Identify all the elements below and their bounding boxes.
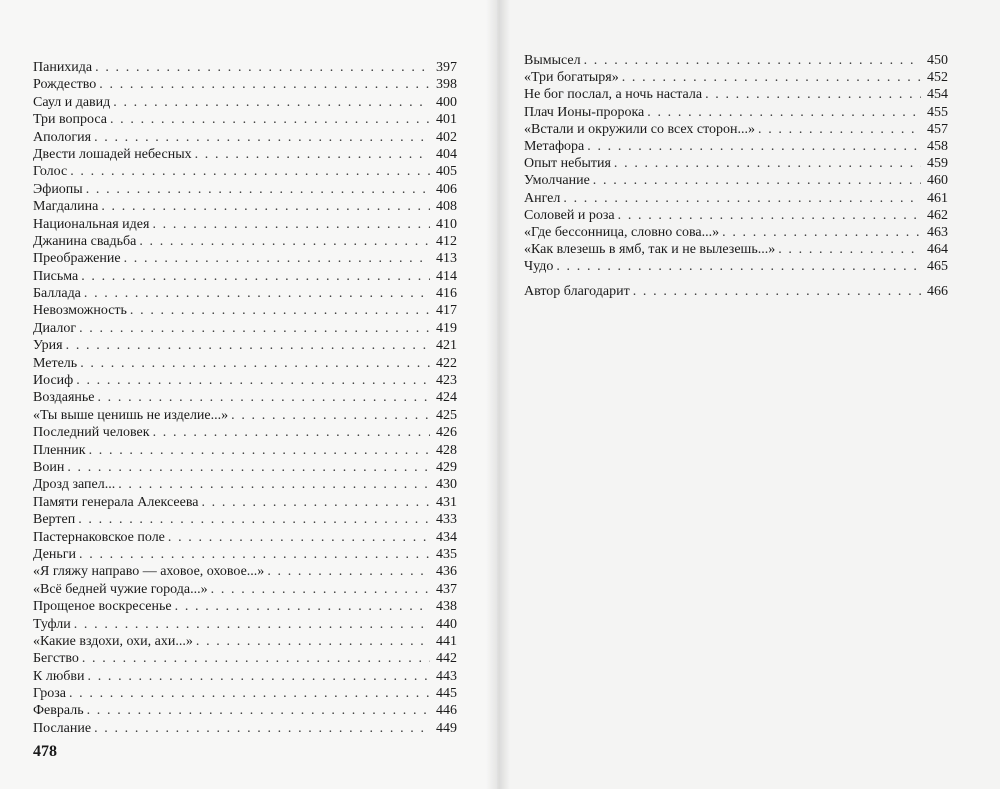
dot-leader [153, 424, 430, 441]
dot-leader [587, 138, 921, 155]
toc-entry-page: 410 [436, 216, 457, 232]
toc-entry-title: Метель [33, 355, 78, 371]
toc-entry [33, 302, 457, 319]
toc-entry-page: 464 [927, 242, 948, 258]
toc-entry-page: 465 [927, 259, 948, 275]
toc-entry-page: 417 [436, 303, 457, 319]
toc-entry [524, 283, 948, 300]
toc-entry [33, 529, 457, 546]
toc-entry-page: 450 [927, 53, 948, 68]
toc-entry [33, 598, 457, 615]
dot-leader [195, 146, 430, 163]
dot-leader [614, 155, 921, 172]
toc-entry [524, 241, 948, 258]
dot-leader [231, 407, 430, 424]
dot-leader [70, 163, 430, 180]
toc-entry-title: Ангел [524, 190, 561, 206]
toc-entry [33, 250, 457, 267]
dot-leader [94, 720, 430, 737]
dot-leader [78, 511, 430, 528]
dot-leader [563, 190, 921, 207]
toc-entry [33, 198, 457, 215]
toc-entry [33, 233, 457, 250]
toc-entry [33, 407, 457, 424]
toc-entry-page: 452 [927, 70, 948, 86]
dot-leader [94, 129, 430, 146]
toc-entry [33, 581, 457, 598]
toc-entry [524, 207, 948, 224]
toc-list-right [524, 52, 948, 301]
toc-entry-page: 459 [927, 156, 948, 172]
toc-entry-title: Двести лошадей небесных [33, 146, 192, 162]
toc-entry-page: 430 [436, 477, 457, 493]
toc-entry-page: 405 [436, 164, 457, 180]
toc-entry-page: 397 [436, 60, 457, 75]
dot-leader [152, 216, 430, 233]
dot-leader [110, 111, 430, 128]
dot-leader [89, 442, 430, 459]
toc-entry [524, 224, 948, 241]
toc-entry-title: Преображение [33, 251, 121, 267]
toc-entry-title: Плач Ионы-пророка [524, 104, 645, 120]
dot-leader [124, 250, 430, 267]
dot-leader [84, 285, 430, 302]
dot-leader [99, 76, 430, 93]
toc-entry [524, 104, 948, 121]
toc-entry-title: Умолчание [524, 173, 590, 189]
toc-entry [33, 650, 457, 667]
dot-leader [593, 172, 921, 189]
toc-entry [524, 138, 948, 155]
toc-entry [33, 355, 457, 372]
dot-leader [196, 633, 430, 650]
dot-leader [76, 372, 430, 389]
toc-entry [33, 702, 457, 719]
toc-entry-title: Бегство [33, 651, 79, 667]
toc-entry [33, 337, 457, 354]
dot-leader [130, 302, 430, 319]
toc-entry-page: 449 [436, 720, 457, 736]
toc-entry [524, 52, 948, 69]
toc-entry [33, 285, 457, 302]
toc-list-left [33, 59, 457, 737]
dot-leader [97, 389, 430, 406]
toc-entry [33, 94, 457, 111]
toc-entry [524, 172, 948, 189]
dot-leader [79, 546, 430, 563]
toc-entry-page: 400 [436, 94, 457, 110]
toc-entry-title: «Как влезешь в ямб, так и не вылезешь...» [524, 242, 776, 258]
toc-entry-title: Последний человек [33, 425, 150, 441]
toc-entry-page: 404 [436, 146, 457, 162]
dot-leader [633, 283, 921, 300]
toc-entry-page: 466 [927, 284, 948, 300]
dot-leader [267, 563, 430, 580]
toc-entry-page: 416 [436, 286, 457, 302]
dot-leader [211, 581, 430, 598]
toc-entry [524, 86, 948, 103]
toc-entry-title: Опыт небытия [524, 156, 611, 172]
toc-entry [524, 190, 948, 207]
toc-entry-page: 414 [436, 268, 457, 284]
toc-entry-title: «Ты выше ценишь не изделие...» [33, 407, 229, 423]
dot-leader [556, 258, 921, 275]
toc-entry [33, 111, 457, 128]
toc-entry-page: 401 [436, 112, 457, 128]
toc-entry-page: 413 [436, 251, 457, 267]
toc-entry-title: «Я гляжу направо — аховое, оховое...» [33, 564, 265, 580]
toc-entry [33, 216, 457, 233]
toc-entry-title: Соловей и роза [524, 207, 615, 223]
toc-entry [33, 372, 457, 389]
toc-entry [33, 181, 457, 198]
toc-entry-title: Пастернаковское поле [33, 529, 165, 545]
toc-entry [33, 476, 457, 493]
toc-entry-page: 440 [436, 616, 457, 632]
toc-entry-page: 461 [927, 190, 948, 206]
toc-entry-title: Панихида [33, 60, 93, 75]
toc-entry [33, 616, 457, 633]
toc-entry-title: «Встали и окружили со всех сторон...» [524, 121, 756, 137]
dot-leader [647, 104, 921, 121]
toc-entry-title: Иосиф [33, 373, 74, 389]
toc-entry [33, 129, 457, 146]
toc-entry [33, 424, 457, 441]
toc-entry [33, 163, 457, 180]
toc-entry-page: 422 [436, 355, 457, 371]
toc-entry-page: 425 [436, 407, 457, 423]
toc-entry-page: 434 [436, 529, 457, 545]
toc-entry-title: Чудо [524, 259, 554, 275]
dot-leader [88, 668, 430, 685]
toc-entry-page: 408 [436, 199, 457, 215]
dot-leader [80, 355, 430, 372]
toc-entry-title: Рождество [33, 77, 97, 93]
toc-entry-title: «Где бессонница, словно сова...» [524, 224, 720, 240]
toc-entry-page: 402 [436, 129, 457, 145]
toc-entry-title: Саул и давид [33, 94, 111, 110]
dot-leader [584, 52, 921, 69]
toc-entry [33, 546, 457, 563]
toc-entry-page: 454 [927, 87, 948, 103]
toc-entry-title: Воин [33, 459, 65, 475]
toc-entry [33, 389, 457, 406]
toc-entry-page: 424 [436, 390, 457, 406]
toc-entry-title: «Какие вздохи, охи, ахи...» [33, 633, 193, 649]
toc-entry-title: Автор благодарит [524, 284, 630, 300]
toc-entry-title: Национальная идея [33, 216, 150, 232]
dot-leader [113, 94, 430, 111]
toc-entry [524, 69, 948, 86]
toc-entry-page: 457 [927, 121, 948, 137]
toc-entry [33, 459, 457, 476]
toc-entry-title: Три вопроса [33, 112, 107, 128]
dot-leader [81, 268, 430, 285]
dot-leader [722, 224, 921, 241]
toc-entry-page: 423 [436, 373, 457, 389]
dot-leader [66, 337, 430, 354]
toc-entry-title: «Всё бедней чужие города...» [33, 581, 208, 597]
toc-entry-page: 441 [436, 633, 457, 649]
toc-entry-title: Деньги [33, 546, 77, 562]
toc-entry-title: К любви [33, 668, 85, 684]
toc-entry-title: Невозможность [33, 303, 127, 319]
toc-entry-title: Джанина свадьба [33, 233, 137, 249]
toc-entry-page: 419 [436, 320, 457, 336]
toc-entry-title: Дрозд запел... [33, 477, 116, 493]
toc-entry-title: Метафора [524, 138, 585, 154]
page-number: 478 [33, 743, 57, 760]
toc-entry-page: 445 [436, 686, 457, 702]
toc-entry-title: Памяти генерала Алексеева [33, 494, 199, 510]
toc-entry-title: Голос [33, 164, 68, 180]
toc-entry-page: 412 [436, 233, 457, 249]
dot-leader [87, 702, 430, 719]
dot-leader [201, 494, 430, 511]
dot-leader [67, 459, 430, 476]
toc-entry [33, 442, 457, 459]
toc-entry-title: Пленник [33, 442, 86, 458]
toc-entry [33, 146, 457, 163]
dot-leader [69, 685, 430, 702]
toc-entry [33, 563, 457, 580]
toc-entry-page: 436 [436, 564, 457, 580]
dot-leader [778, 241, 921, 258]
toc-entry [33, 685, 457, 702]
dot-leader [175, 598, 430, 615]
toc-entry-title: Диалог [33, 320, 77, 336]
toc-entry-page: 435 [436, 546, 457, 562]
toc-entry-title: Апология [33, 129, 92, 145]
dot-leader [86, 181, 430, 198]
dot-leader [705, 86, 921, 103]
dot-leader [758, 121, 921, 138]
toc-entry-page: 460 [927, 173, 948, 189]
dot-leader [101, 198, 430, 215]
toc-entry-title: Урия [33, 338, 63, 354]
dot-leader [139, 233, 430, 250]
dot-leader [118, 476, 430, 493]
toc-entry-page: 406 [436, 181, 457, 197]
toc-entry-page: 446 [436, 703, 457, 719]
toc-entry-title: Баллада [33, 286, 81, 302]
dot-leader [622, 69, 921, 86]
toc-entry [33, 720, 457, 737]
dot-leader [82, 650, 430, 667]
toc-entry-page: 443 [436, 668, 457, 684]
toc-entry-page: 431 [436, 494, 457, 510]
toc-entry-title: Прощеное воскресенье [33, 599, 172, 615]
toc-entry-page: 442 [436, 651, 457, 667]
toc-entry [33, 59, 457, 76]
toc-entry [33, 268, 457, 285]
toc-entry-title: Послание [33, 720, 92, 736]
dot-leader [95, 59, 430, 76]
toc-entry-title: Февраль [33, 703, 84, 719]
toc-entry [524, 121, 948, 138]
toc-entry-page: 463 [927, 224, 948, 240]
toc-entry-page: 429 [436, 459, 457, 475]
toc-entry-page: 462 [927, 207, 948, 223]
toc-entry [33, 668, 457, 685]
toc-entry [33, 511, 457, 528]
toc-entry-page: 398 [436, 77, 457, 93]
dot-leader [168, 529, 430, 546]
toc-entry-page: 421 [436, 338, 457, 354]
toc-entry-page: 428 [436, 442, 457, 458]
toc-entry [524, 258, 948, 275]
toc-entry [33, 633, 457, 650]
toc-entry-page: 426 [436, 425, 457, 441]
dot-leader [79, 320, 430, 337]
toc-entry-title: Письма [33, 268, 79, 284]
toc-entry-page: 458 [927, 138, 948, 154]
dot-leader [74, 616, 430, 633]
toc-entry-title: Вертеп [33, 512, 76, 528]
toc-entry-title: Туфли [33, 616, 71, 632]
toc-entry-title: Вымысел [524, 53, 581, 68]
toc-entry-title: Гроза [33, 686, 66, 702]
dot-leader [618, 207, 921, 224]
toc-entry-page: 438 [436, 599, 457, 615]
toc-entry [33, 320, 457, 337]
toc-entry-page: 437 [436, 581, 457, 597]
toc-entry-title: Воздаянье [33, 390, 95, 406]
toc-entry [33, 76, 457, 93]
toc-entry-title: Эфиопы [33, 181, 83, 197]
toc-entry-page: 433 [436, 512, 457, 528]
book-gutter [486, 0, 510, 789]
toc-entry [33, 494, 457, 511]
toc-entry-page: 455 [927, 104, 948, 120]
toc-entry-title: «Три богатыря» [524, 70, 619, 86]
toc-entry [524, 155, 948, 172]
toc-entry-title: Магдалина [33, 199, 99, 215]
toc-entry-title: Не бог послал, а ночь настала [524, 87, 703, 103]
